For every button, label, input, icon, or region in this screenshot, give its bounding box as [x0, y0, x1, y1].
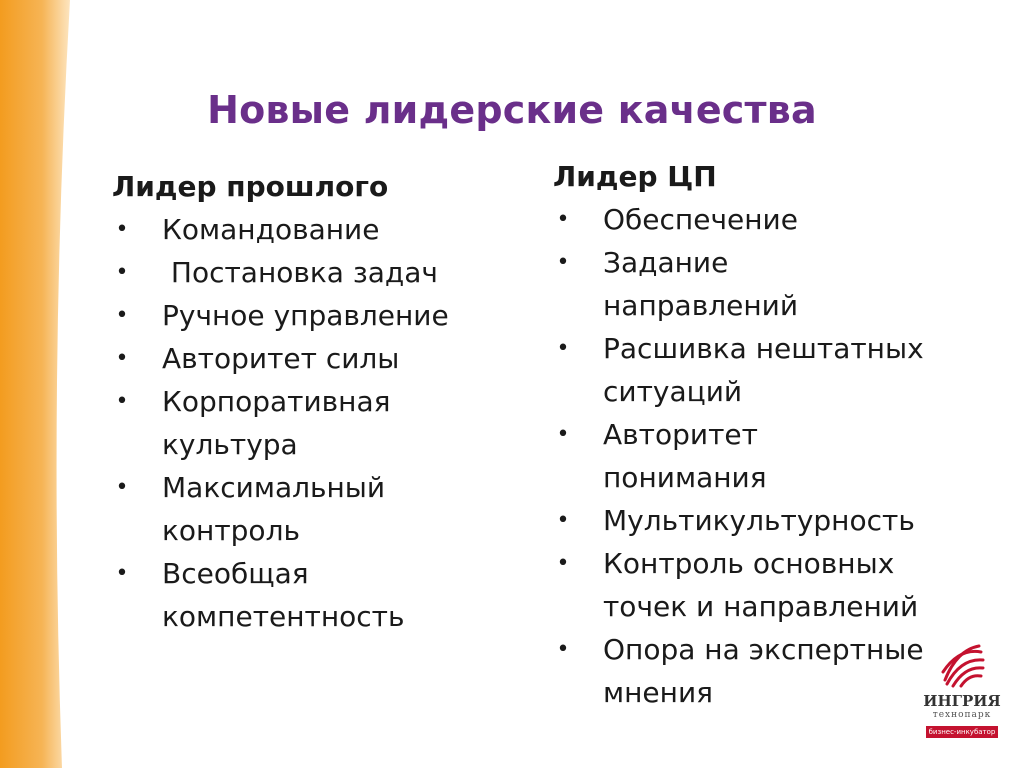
list-item	[553, 327, 983, 413]
list-item-text: Ручное управление	[162, 299, 449, 332]
list-item	[553, 413, 833, 499]
ingria-logo-mark-icon	[937, 640, 987, 690]
bullet-icon: •	[115, 389, 129, 414]
logo-bar: бизнес-инкубатор	[926, 726, 998, 738]
bullet-icon: •	[115, 217, 129, 242]
right-column-heading: Лидер ЦП	[553, 160, 717, 193]
list-item-text: Постановка задач	[162, 256, 438, 289]
list-item	[112, 380, 402, 466]
list-item-text: Командование	[162, 213, 380, 246]
bullet-icon: •	[556, 422, 570, 447]
list-item	[553, 499, 973, 542]
right-list	[553, 198, 973, 714]
list-item-text: Авторитет силы	[162, 342, 400, 375]
list-item-text: Расшивка нештатных ситуаций	[603, 332, 924, 408]
slide-title: Новые лидерские качества	[207, 88, 817, 132]
left-column-heading: Лидер прошлого	[112, 170, 389, 203]
bullet-icon: •	[556, 551, 570, 576]
list-item-text: Мультикультурность	[603, 504, 915, 537]
list-item-text: Авторитет понимания	[603, 418, 767, 494]
list-item	[553, 542, 983, 628]
bullet-icon: •	[115, 260, 129, 285]
bullet-icon: •	[115, 303, 129, 328]
bullet-icon: •	[115, 475, 129, 500]
list-item	[112, 251, 512, 294]
bullet-icon: •	[115, 346, 129, 371]
list-item-text: Обеспечение	[603, 203, 798, 236]
logo-name: ИНГРИЯ	[923, 692, 1001, 710]
list-item	[553, 628, 933, 714]
bullet-icon: •	[556, 637, 570, 662]
list-item-text: Задание направлений	[603, 246, 799, 322]
list-item-text: Корпоративная культура	[162, 385, 391, 461]
bullet-icon: •	[556, 336, 570, 361]
list-item	[112, 208, 512, 251]
list-item	[112, 466, 412, 552]
list-item	[112, 294, 512, 337]
list-item-text: Опора на экспертные мнения	[603, 633, 924, 709]
logo-subtitle: технопарк	[932, 710, 992, 720]
bullet-icon: •	[115, 561, 129, 586]
list-item	[553, 198, 973, 241]
list-item-text: Максимальный контроль	[162, 471, 386, 547]
ingria-logo	[920, 640, 1004, 744]
bullet-icon: •	[556, 207, 570, 232]
left-column	[112, 165, 512, 638]
list-item-text: Контроль основных точек и направлений	[603, 547, 919, 623]
list-item-text: Всеобщая компетентность	[162, 557, 405, 633]
list-item	[112, 552, 422, 638]
bullet-icon: •	[556, 250, 570, 275]
right-column	[553, 155, 973, 714]
list-item	[553, 241, 833, 327]
left-list	[112, 208, 512, 638]
list-item	[112, 337, 512, 380]
bullet-icon: •	[556, 508, 570, 533]
